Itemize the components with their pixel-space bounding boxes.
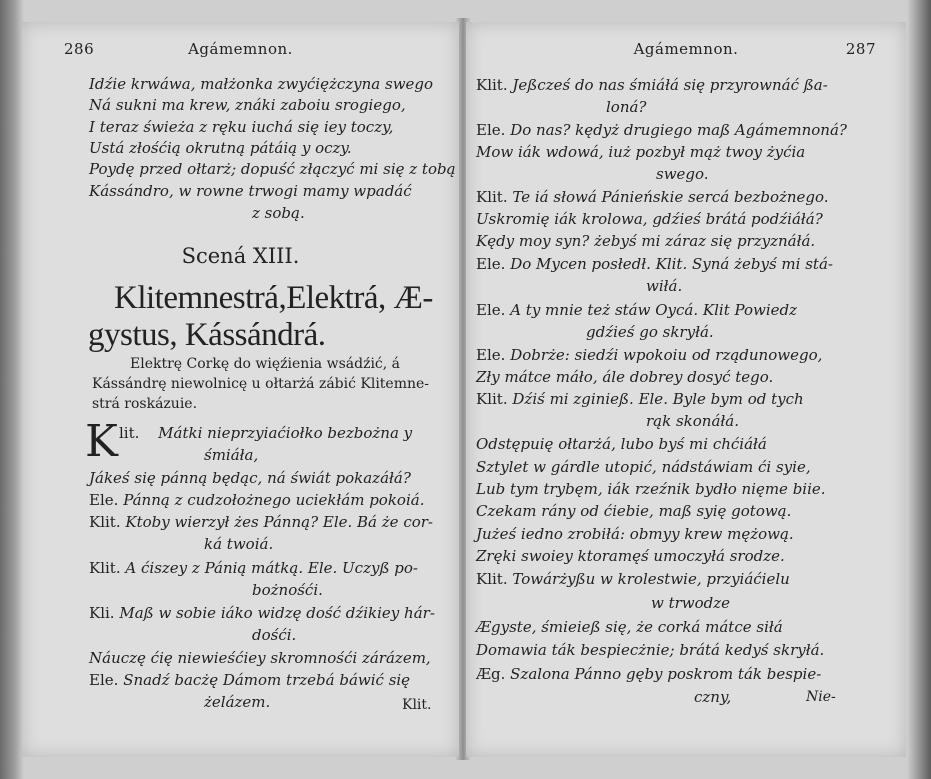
speaker: Kli. <box>89 604 115 622</box>
speech: śmiáła, <box>204 446 259 464</box>
dialogue-line <box>476 665 821 683</box>
speech: Náuczę ćię niewieśćiey skromnośći zárázem, <box>89 649 431 667</box>
speech: A ćiszey z Pánią mátką. Ele. Uczyß po- <box>125 559 418 577</box>
dialogue-line <box>89 513 433 531</box>
speaker: Ele. <box>89 491 119 509</box>
speech: Dźiś mi zginieß. Ele. Byle bym od tych <box>512 390 804 408</box>
speaker: Ele. <box>476 121 506 139</box>
speech: Sztylet w gárdle utopić, nádstáwiam ći syie, <box>476 458 811 476</box>
dialogue-line <box>476 188 829 206</box>
speech: dośći. <box>252 626 297 644</box>
speech: Odstępuię ołtarżá, lubo byś mi chćiáłá <box>476 435 767 453</box>
dialogue-line <box>476 570 790 588</box>
dialogue-line <box>476 121 847 139</box>
running-title: Agámemnon. <box>633 40 739 58</box>
left-page-header <box>22 40 459 64</box>
speech: Jużeś iedno zrobiłá: obmyy krew mężową. <box>476 525 794 543</box>
scene-argument: Kássándrę niewolnicę u ołtarżá zábić Klitemne- <box>92 376 430 392</box>
catchword: Nie- <box>806 689 836 705</box>
scene-heading: Scená XIII. <box>181 244 300 268</box>
verse-line: z sobą. <box>252 204 305 222</box>
speech: Maß w sobie iáko widzę dość dźikiey hár- <box>119 604 435 622</box>
speech: Czekam rány od ćiebie, maß syię gotową. <box>476 502 792 520</box>
right-page-header <box>466 40 906 64</box>
speaker: Klit. <box>89 559 121 577</box>
speech: rąk skonáłá. <box>646 412 739 430</box>
speech: Towárżyßu w krolestwie, przyiáćielu <box>512 570 790 588</box>
dialogue-line <box>476 76 828 94</box>
speaker: Klit. <box>476 188 508 206</box>
speech: Pánną z cudzołożnego uciekłám pokoiá. <box>123 491 425 509</box>
speech: Lub tym trybęm, iák rzeźnik bydło nięme biie. <box>476 480 826 498</box>
running-title: Agámemnon. <box>188 40 293 58</box>
speech: gdźieś go skryłá. <box>586 323 714 341</box>
scene-argument: strá roskázuie. <box>92 396 198 412</box>
verse-line: Idźie krwáwa, małżonka zwyćiężczyna swego <box>89 75 434 93</box>
dialogue-line <box>89 604 435 622</box>
drop-capital: K <box>85 416 118 467</box>
speech: ká twoiá. <box>204 535 274 553</box>
speech: Jeßcześ do nas śmiáłá się przyrownáć ßa- <box>512 76 828 94</box>
speech: Dobrże: siedźi wpokoiu od rządunowego, <box>510 346 823 364</box>
speech: Ægyste, śmieieß się, że corká mátce siłá <box>476 618 783 636</box>
speech: Domawia ták bespiecżnie; brátá kedyś skryłá. <box>476 641 825 659</box>
speech: Do Mycen posłedł. Klit. Syná żebyś mi stá- <box>510 255 833 273</box>
dialogue-line <box>119 424 412 442</box>
dialogue-line <box>476 346 822 364</box>
speaker: Ele. <box>476 255 506 273</box>
speech: bożnośći. <box>252 581 323 599</box>
speaker: Ele. <box>476 346 506 364</box>
speech: Te iá słowá Pánieńskie sercá bezbożnego. <box>512 188 829 206</box>
speech: Uskromię iák krolowa, gdźieś brátá podźiáłá? <box>476 210 823 228</box>
speech: w trwodze <box>651 594 731 612</box>
speech: Snadź bacżę Dámom trzebá báwić się <box>123 671 411 689</box>
speech: A ty mnie też stáw Oycá. Klit Powiedz <box>510 301 798 319</box>
verse-line: Ná sukni ma krew, znáki zaboiu srogiego, <box>89 96 406 114</box>
speaker: Klit. <box>476 76 508 94</box>
dialogue-line <box>476 255 833 273</box>
speaker: Klit. <box>476 390 508 408</box>
speech: czny, <box>694 688 732 706</box>
speech: Zręki swoiey ktoramęś umoczyłá srodze. <box>476 547 785 565</box>
speech: żelázem. <box>204 693 271 711</box>
speech: Ktoby wierzył żes Pánną? Ele. Bá że cor- <box>125 513 433 531</box>
speaker: lit. <box>119 424 140 442</box>
speaker: Klit. <box>476 570 508 588</box>
speaker: Klit. <box>89 513 121 531</box>
speaker: Æg. <box>476 665 506 683</box>
left-page <box>22 22 459 757</box>
verse-line: Poydę przed ołtarż; dopuść złączyć mi się z tobą <box>89 160 456 178</box>
verse-line: I teraz świeża z ręku iuchá się iey toczy, <box>89 118 394 136</box>
page-number: 286 <box>64 40 95 58</box>
speech: Mátki nieprzyiaćiołko bezbożna y <box>158 424 413 442</box>
speech: Jákeś się pánną będąc, ná świát pokazáłá? <box>89 469 411 487</box>
speech: Mow iák wdowá, iuż pozbył mąż twoy żyćia <box>476 143 806 161</box>
dialogue-line <box>89 559 418 577</box>
dialogue-line <box>89 491 424 509</box>
speaker: Ele. <box>89 671 119 689</box>
speech: Szalona Pánno gęby poskrom ták bespie- <box>510 665 822 683</box>
verse-line: Kássándro, w rowne trwogi mamy wpadáć <box>89 182 412 200</box>
scene-persons: Klitemnestrá,Elektrá, Æ- <box>114 280 433 316</box>
speech: Zły mátce máło, ále dobrey dosyć tego. <box>476 368 774 386</box>
catchword: Klit. <box>402 697 432 713</box>
dialogue-line <box>89 671 410 689</box>
scene-persons: gystus, Kássándrá. <box>88 317 326 353</box>
speech: Do nas? kędyż drugiego maß Agámemnoná? <box>510 121 847 139</box>
scene-argument: Elektrę Corkę do więźienia wsádźić, á <box>130 356 401 372</box>
dialogue-line <box>476 390 804 408</box>
verse-line: Ustá złośćią okrutną pátáią y oczy. <box>89 139 352 157</box>
speech: wiłá. <box>646 277 683 295</box>
page-number: 287 <box>845 40 876 58</box>
right-page <box>466 22 906 757</box>
speech: swego. <box>656 165 709 183</box>
speech: Kędy moy syn? żebyś mi záraz się przyznáłá. <box>476 232 816 250</box>
speech: loná? <box>606 98 647 116</box>
dialogue-line <box>476 301 797 319</box>
speaker: Ele. <box>476 301 506 319</box>
